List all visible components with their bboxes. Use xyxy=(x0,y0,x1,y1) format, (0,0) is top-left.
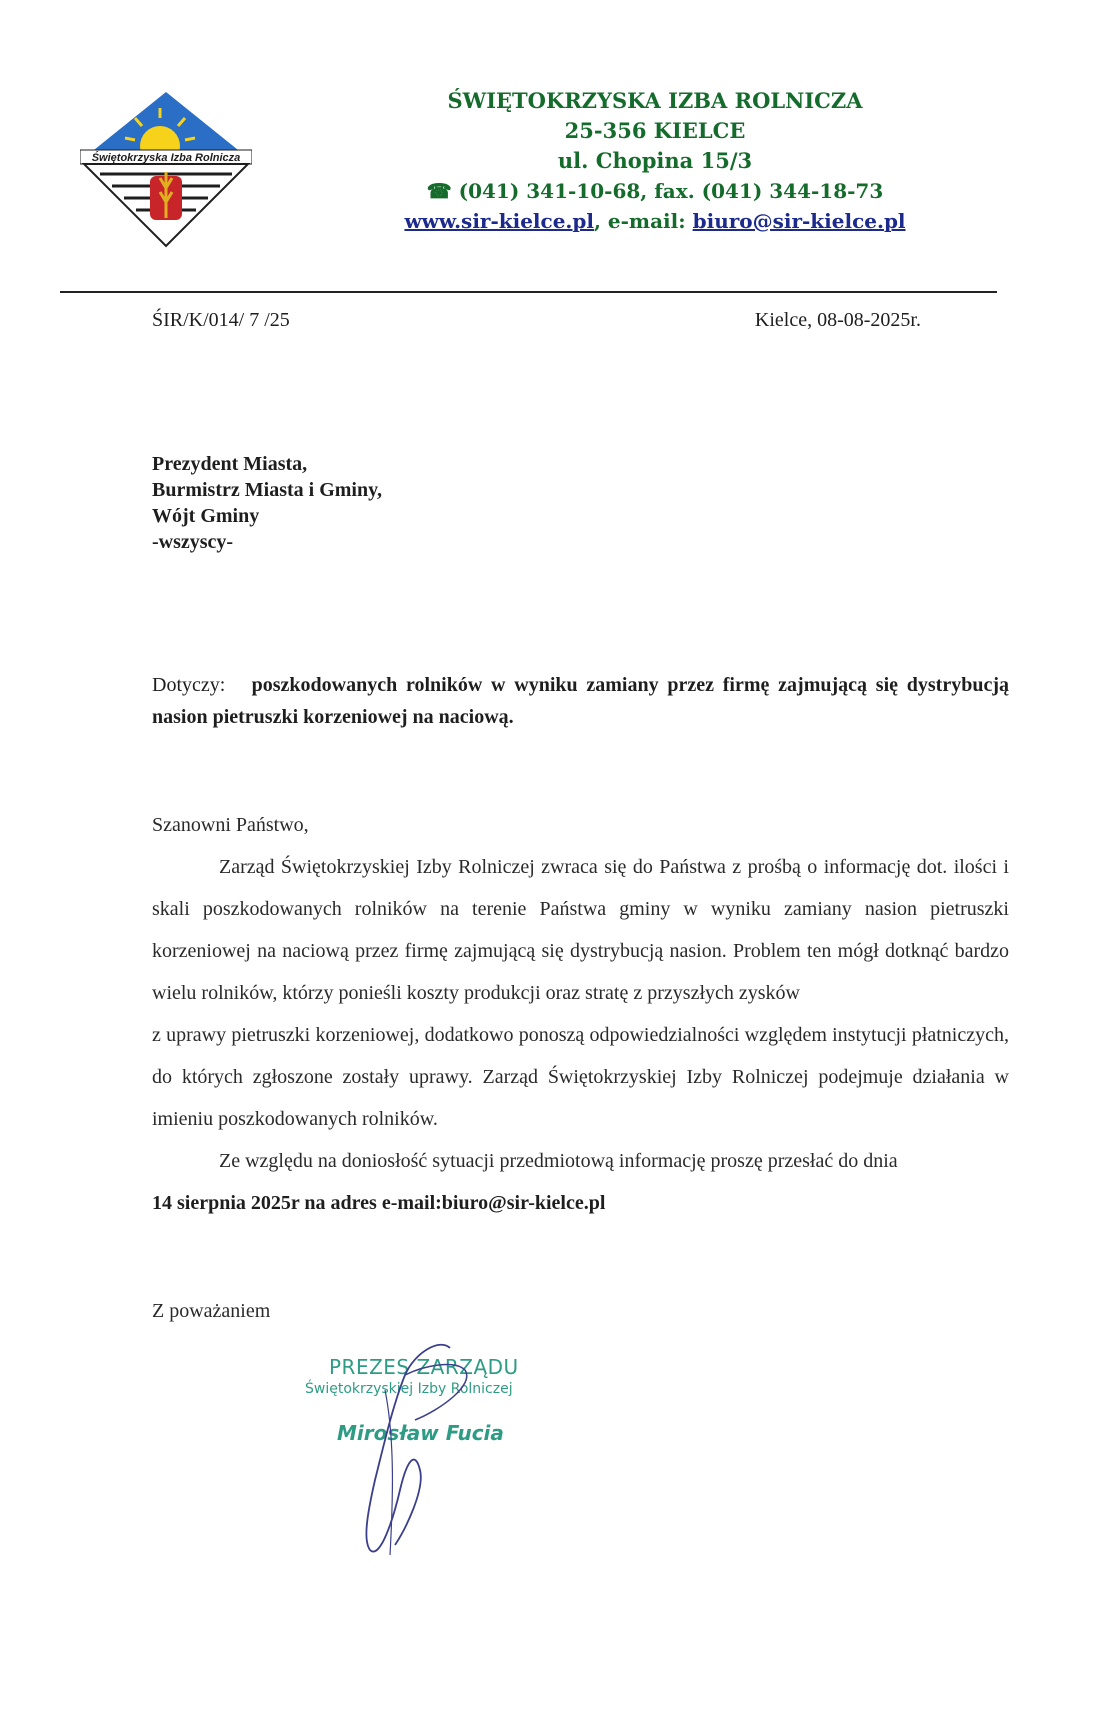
addressee-line: Burmistrz Miasta i Gminy, xyxy=(152,479,382,501)
org-web-line xyxy=(395,206,915,236)
stamp-org: Świętokrzyskiej Izby Rolniczej xyxy=(305,1381,513,1397)
addressee-block xyxy=(152,451,382,555)
letter-date: Kielce, 08-08-2025r. xyxy=(754,309,921,331)
letter-body xyxy=(152,804,1009,1224)
chamber-logo-icon xyxy=(80,88,252,250)
deadline-text: 14 sierpnia 2025r na adres e-mail:biuro@sir-kielce.pl xyxy=(152,1192,606,1214)
body-paragraph-3: Ze względu na doniosłość sytuacji przedmiotową informację proszę przesłać do dnia xyxy=(219,1150,898,1172)
body-paragraph-2: z uprawy pietruszki korzeniowej, dodatkowo ponoszą odpowiedzialności względem instytucji płatniczych, do których zgłoszone zostały uprawy. Zarząd Świętokrzyskiej Izby Rolniczej podejmuje działania w imieniu poszkodowanych rolników. xyxy=(152,1024,1009,1130)
header-divider xyxy=(60,291,997,293)
stamp-name: Mirosław Fucia xyxy=(337,1421,504,1445)
org-postal: 25-356 KIELCE xyxy=(564,118,746,143)
closing: Z poważaniem xyxy=(152,1300,271,1322)
stamp-title: PREZES ZARZĄDU xyxy=(329,1355,519,1379)
addressee-line: -wszyscy- xyxy=(152,531,234,553)
phone-icon: ☎ xyxy=(426,179,452,203)
email-link[interactable]: biuro@sir-kielce.pl xyxy=(692,209,906,233)
org-street: ul. Chopina 15/3 xyxy=(557,148,753,173)
addressee-line: Wójt Gminy xyxy=(152,505,260,527)
reference-number: ŚIR/K/014/ 7 /25 xyxy=(152,309,290,331)
email-label: , e-mail: xyxy=(593,209,693,233)
logo-text: Świętokrzyska Izba Rolnicza xyxy=(91,152,241,164)
letterhead xyxy=(395,86,915,236)
org-phone-line xyxy=(395,176,915,206)
subject-text: poszkodowanych rolników w wyniku zamiany przez firmę zajmującą się dystrybucją nasion pietruszki korzeniowej na naciową. xyxy=(152,674,1009,728)
subject-label: Dotyczy: xyxy=(152,674,226,696)
body-paragraph-1: Zarząd Świętokrzyskiej Izby Rolniczej zwraca się do Państwa z prośbą o informację dot. ilości i skali poszkodowanych rolników na terenie Państwa gminy w wyniku zamiany nasion pietruszki korzeniowej na naciową przez firmę zajmującą się dystrybucją nasion. Problem ten mógł dotknąć bardzo wielu rolników, którzy ponieśli koszty produkcji oraz stratę z przyszłych zysków xyxy=(152,856,1009,1004)
org-name: ŚWIĘTOKRZYSKA IZBA ROLNICZA xyxy=(447,88,863,113)
addressee-line: Prezydent Miasta, xyxy=(152,453,308,475)
website-link[interactable]: www.sir-kielce.pl xyxy=(404,209,594,233)
handwritten-signature-icon xyxy=(345,1330,495,1560)
salutation: Szanowni Państwo, xyxy=(152,814,309,836)
org-phone: (041) 341-10-68, fax. (041) 344-18-73 xyxy=(458,179,884,203)
subject-block xyxy=(152,669,1009,733)
